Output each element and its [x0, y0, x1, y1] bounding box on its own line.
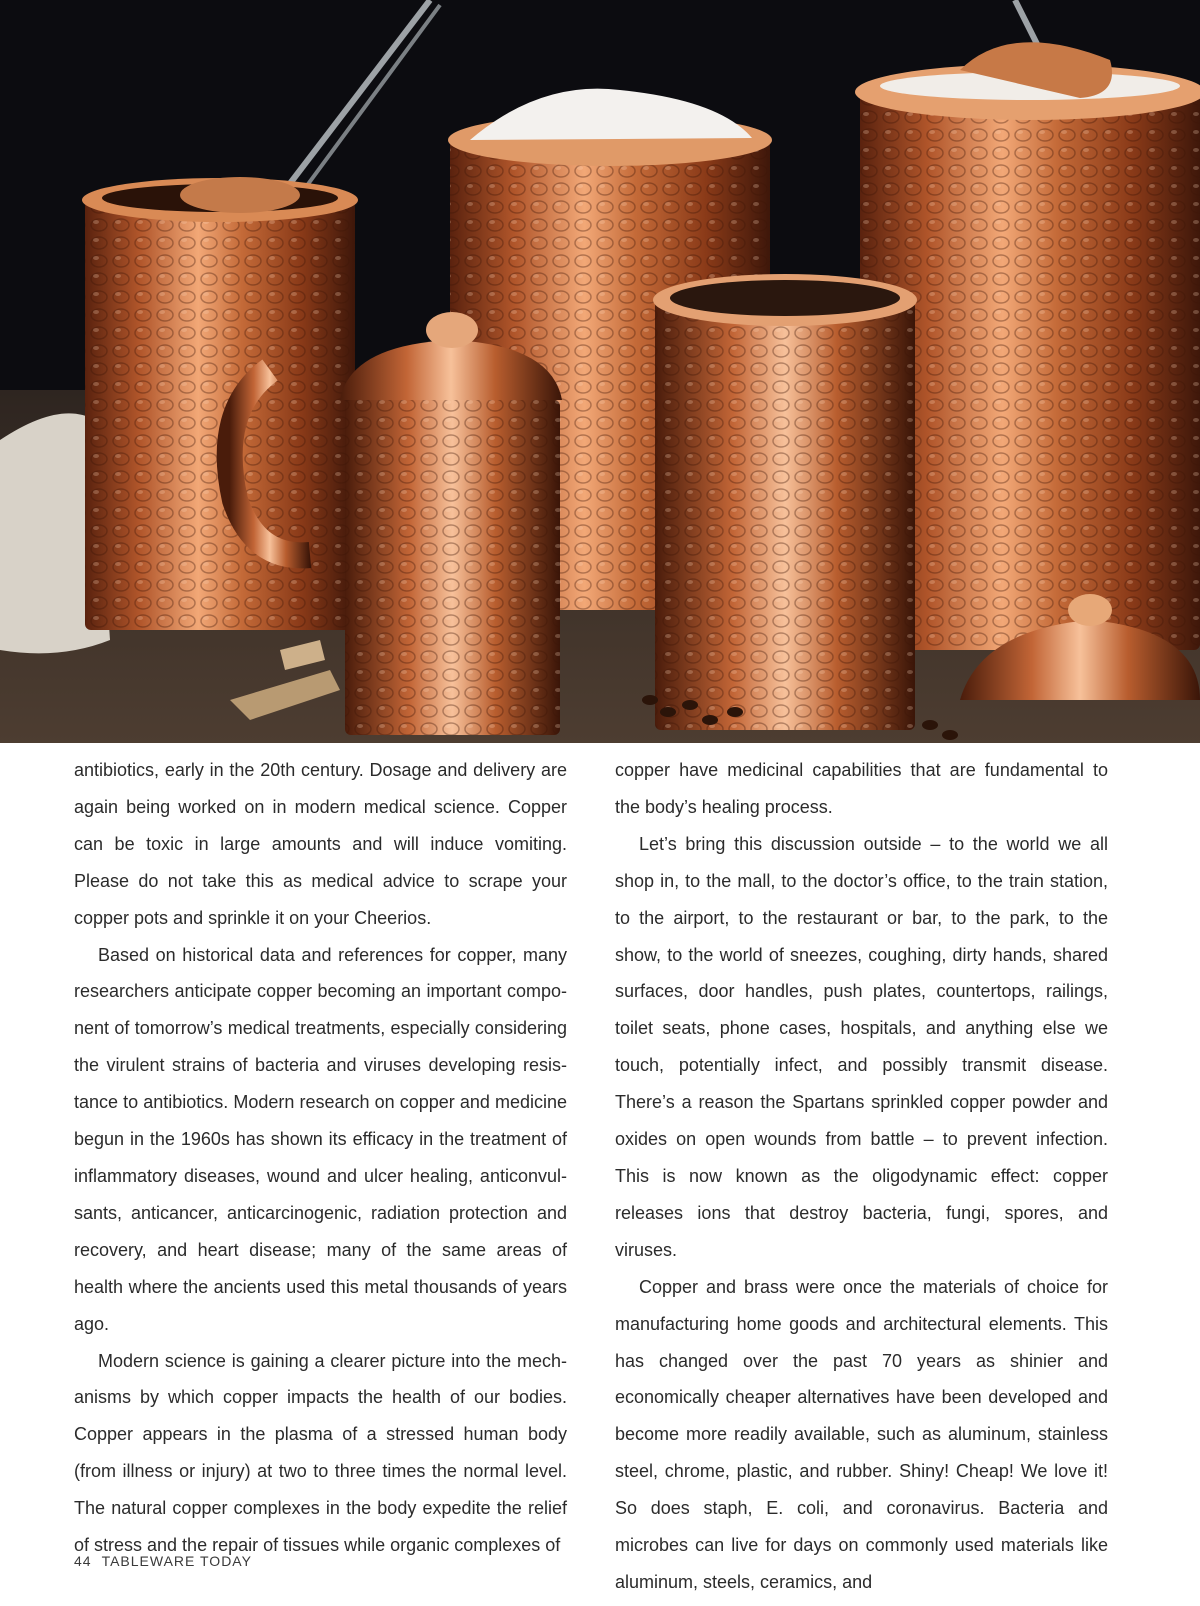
right-text-column [615, 752, 1108, 1601]
left-paragraph-2: Based on historical data and references for copper, many researchers anticipate copper becoming an important component of tomorrow’s medical treatments, especially considering the virulent strains of bacteria and viruses developing resistance to antibiotics. Modern research on copper and medicine begun in the 1960s has shown its efficacy in the treatment of inflammatory diseases, wound and ulcer healing, anticonvulsants, anticancer, anticarcinogenic, radiation protection and recovery, and heart disease; many of the same areas of health where the ancients used this metal thousands of years ago. [74, 944, 567, 1334]
right-paragraph-1: copper have medicinal capabilities that are fundamental to the body’s healing process. [615, 760, 1108, 817]
publication-name: TABLEWARE TODAY [101, 1553, 252, 1569]
left-paragraph-1: antibiotics, early in the 20th century. Dosage and delivery are again being worked on in modern medical science. Copper can be toxic in large amounts and will induce vomiting. Please do not take this as medical advice to scrape your copper pots and sprinkle it on your Cheerios. [74, 760, 567, 928]
page-number: 44 [74, 1553, 92, 1569]
left-paragraph-3: Modern science is gaining a clearer picture into the mechanisms by which copper impacts the health of our bodies. Copper appears in the plasma of a stressed human body (from illness or injury) at two to three times the normal level. The natural copper complexes in the body expedite the relief of stress and the repair of tissues while organic complexes of [74, 1350, 567, 1556]
copper-canisters-photo [0, 0, 1200, 743]
left-text-column [74, 752, 567, 1564]
right-paragraph-2: Let’s bring this discussion outside – to the world we all shop in, to the mall, to the doctor’s office, to the train station, to the airport, to the restaurant or bar, to the park, to the show, to the world of sneezes, coughing, dirty hands, shared surfaces, door handles, push plates, countertops, railings, toilet seats, phone cases, hospitals, and anything else we touch, potentially infect, and possibly transmit disease. There’s a reason the Spartans sprinkled copper powder and oxides on open wounds from battle – to prevent infection. This is now known as the oligodynamic effect: copper releases ions that destroy bacteria, fungi, spores, and viruses. [615, 833, 1108, 1260]
right-paragraph-3: Copper and brass were once the materials of choice for manufacturing home goods and architectural elements. This has changed over the past 70 years as shinier and economically cheaper alternatives have been developed and become more readily available, such as aluminum, stainless steel, chrome, plastic, and rubber. Shiny! Cheap! We love it! So does staph, E. coli, and coronavirus. Bacteria and microbes can live for days on commonly used materials like aluminum, steels, ceramics, and [615, 1276, 1108, 1592]
page-footer [74, 1553, 262, 1569]
